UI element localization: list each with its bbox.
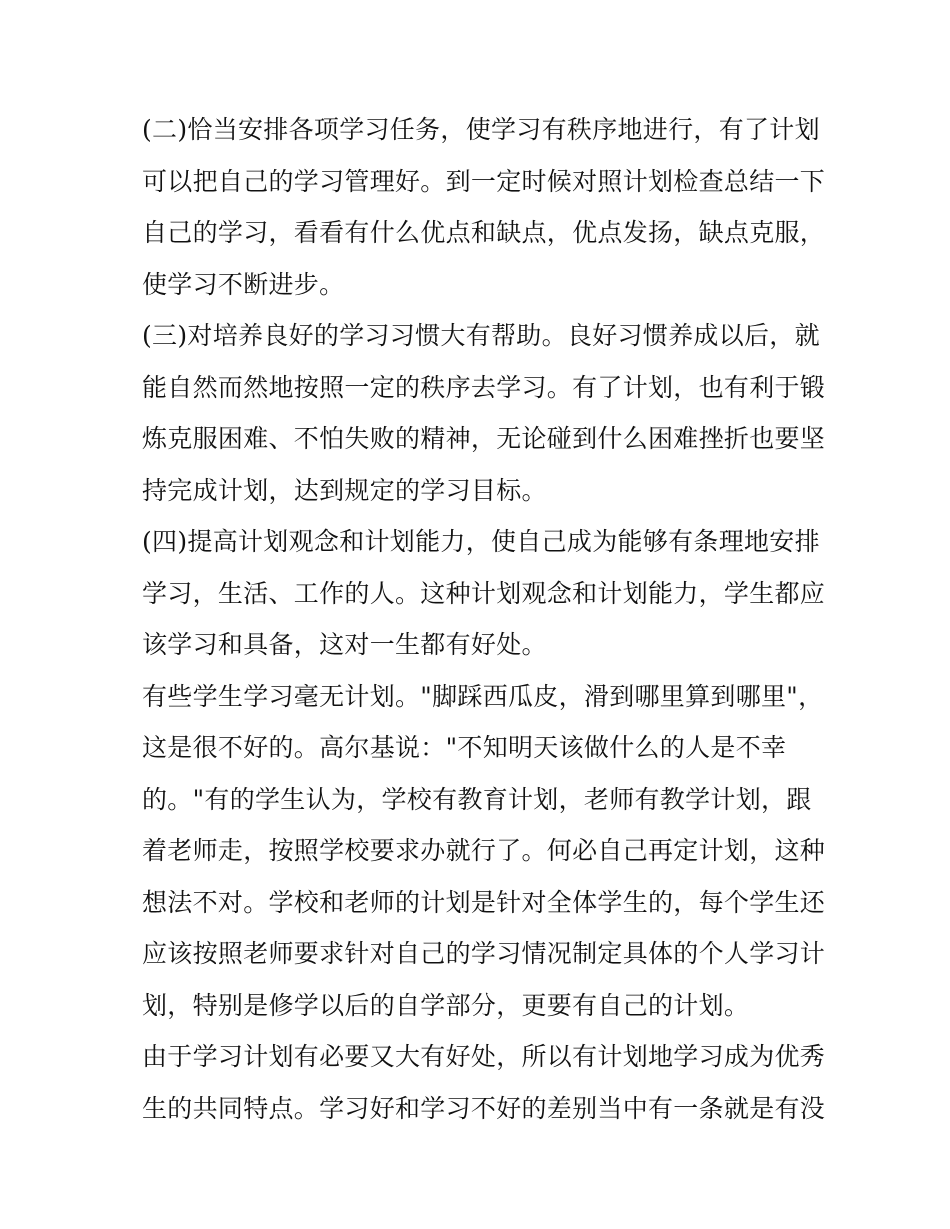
text-line: 自己的学习，看看有什么优点和缺点，优点发扬，缺点克服， [142,218,826,247]
text-line: 想法不对。学校和老师的计划是针对全体学生的，每个学生还 [142,887,826,917]
text-line: 生的共同特点。学习好和学习不好的差别当中有一条就是有没 [142,1093,826,1123]
text-line: 这是很不好的。高尔基说："不知明天该做什么的人是不幸 [142,733,787,762]
document-body [142,104,826,1134]
text-line: 炼克服困难、不怕失败的精神，无论碰到什么困难挫折也要坚 [142,424,826,453]
text-line: 的。"有的学生认为，学校有教育计划，老师有教学计划，跟 [142,784,812,814]
text-line: (三)对培养良好的学习习惯大有帮助。良好习惯养成以后，就 [142,321,820,350]
text-line: 由于学习计划有必要又大有好处，所以有计划地学习成为优秀 [142,1042,826,1071]
text-line: 该学习和具备，这对一生都有好处。 [142,630,547,659]
text-line: 应该按照老师要求针对自己的学习情况制定具体的个人学习计 [142,939,826,968]
text-line: 学习，生活、工作的人。这种计划观念和计划能力，学生都应 [142,578,826,608]
text-line: 能自然而然地按照一定的秩序去学习。有了计划，也有利于锻 [142,372,826,402]
text-line: 持完成计划，达到规定的学习目标。 [142,475,547,505]
text-line: 使学习不断进步。 [142,269,345,299]
text-line: 划，特别是修学以后的自学部分，更要有自己的计划。 [142,990,750,1020]
text-line: 着老师走，按照学校要求办就行了。何必自己再定计划，这种 [142,836,826,865]
text-line: 有些学生学习毫无计划。"脚踩西瓜皮，滑到哪里算到哪里"， [142,681,824,711]
text-line: (四)提高计划观念和计划能力，使自己成为能够有条理地安排 [142,527,820,556]
text-line: (二)恰当安排各项学习任务，使学习有秩序地进行，有了计划 [142,115,820,144]
text-line: 可以把自己的学习管理好。到一定时候对照计划检查总结一下 [142,166,826,196]
